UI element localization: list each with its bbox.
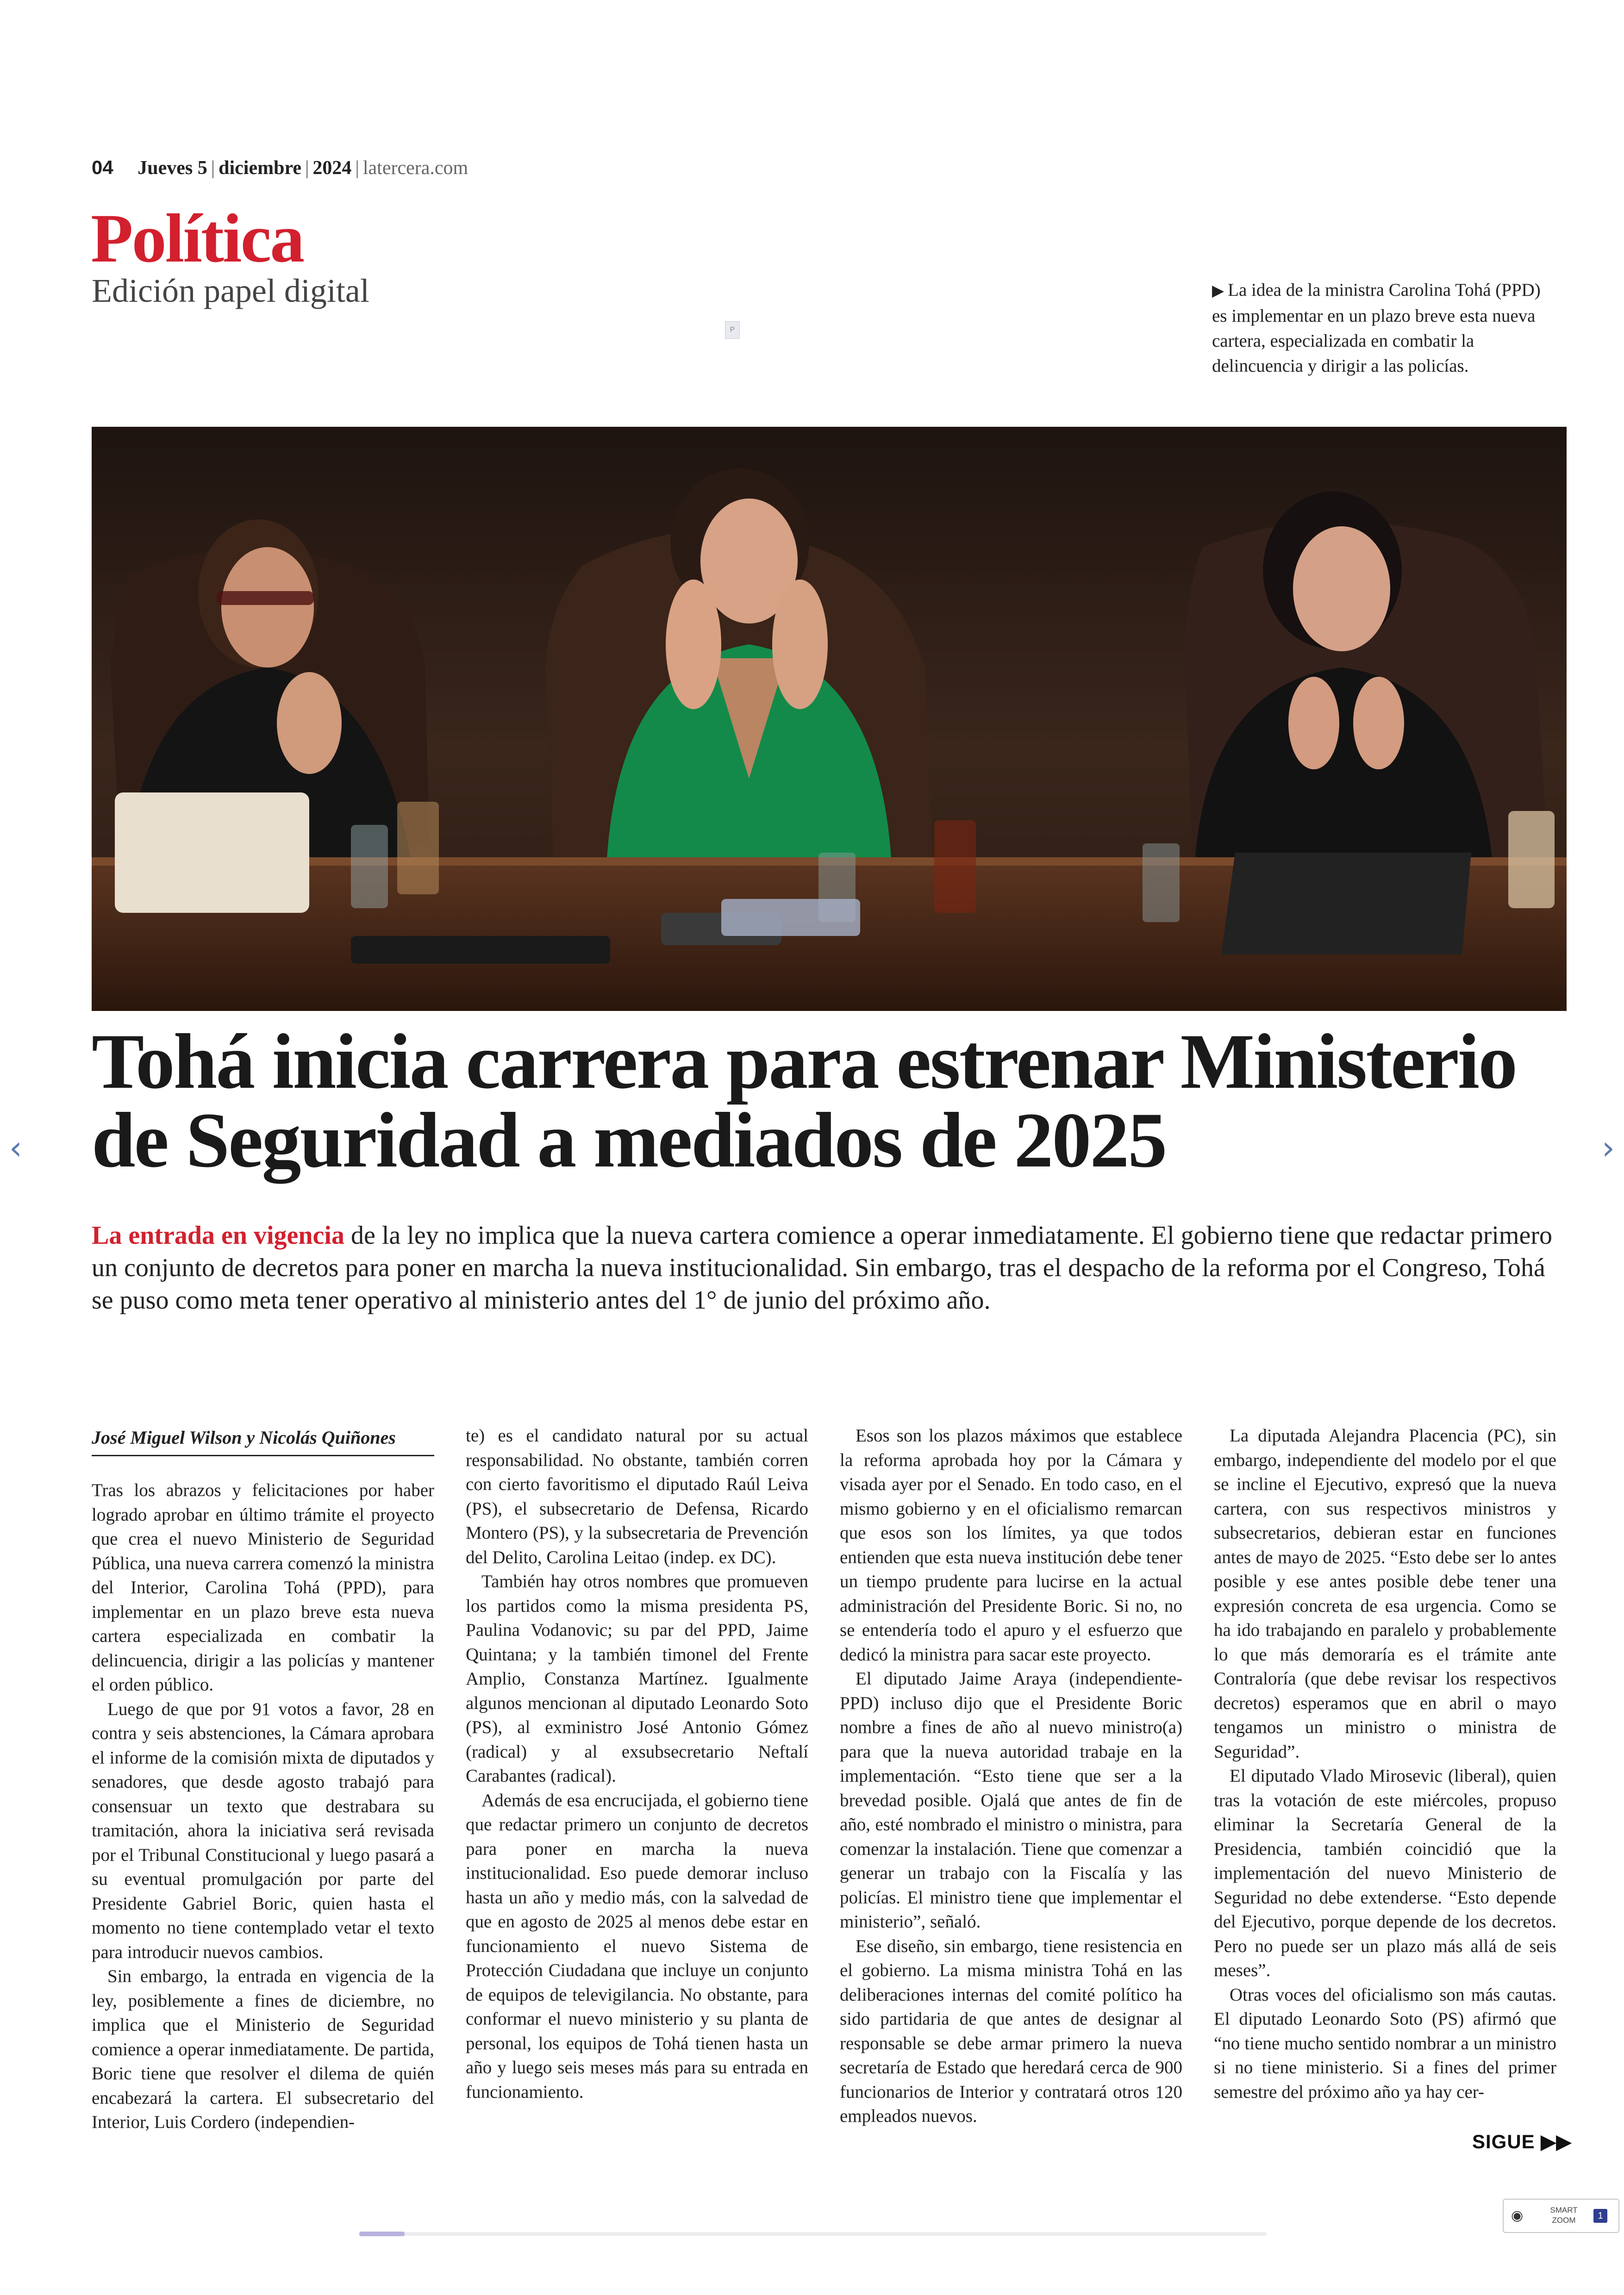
reading-progress-track[interactable] xyxy=(359,2232,1267,2236)
article-column-3 xyxy=(840,1424,1182,2129)
paragraph: Tras los abrazos y felicitaciones por haber logrado aprobar en último trámite el proyecto que crea el nuevo Ministerio de Seguridad Pública, una nueva carrera comenzó la ministra del Interior, Carolina Tohá (PPD), para implementar en un plazo breve esta nueva cartera especializada en combatir la delincuencia, dirigir a las policías y mantener el orden público. xyxy=(92,1480,434,1695)
previous-page-chevron-icon[interactable]: ‹ xyxy=(9,1129,22,1167)
headline: Tohá inicia carrera para estrenar Ministerio de Seguridad a mediados de 2025 xyxy=(92,1018,1517,1184)
reading-progress-fill xyxy=(359,2232,405,2236)
photo-caption xyxy=(1212,278,1559,379)
paragraph: Otras voces del oficialismo son más cautas. El diputado Leonardo Soto (PS) afirmó que “no tiene mucho sentido nombrar a un ministro si no tiene ministerio. Si a fines del primer semestre del próximo año ya hay cer- xyxy=(1214,1984,1556,2102)
standfirst-lead: La entrada en vigencia xyxy=(92,1221,344,1250)
paragraph: El diputado Vlado Mirosevic (liberal), quien tras la votación de este miércoles, propuso eliminar la Secretaría General de la Presidencia, también coincidió que la implementación del nuevo Ministerio de Seguridad no debe extenderse. “Esto depende del Ejecutivo, porque depende de los decretos. Pero no puede ser un plazo más allá de seis meses”. xyxy=(1214,1766,1556,1980)
standfirst xyxy=(92,1219,1573,1316)
page-number: 04 xyxy=(92,156,113,178)
date-year: 2024 xyxy=(312,157,352,179)
edition-label: Edición papel digital xyxy=(92,272,369,309)
eye-icon: ◉ xyxy=(1511,2208,1524,2223)
article-photo xyxy=(92,427,1567,1011)
page-marker-icon: P xyxy=(725,321,740,339)
article-column-4 xyxy=(1214,1424,1556,2104)
paragraph: Luego de que por 91 votos a favor, 28 en contra y seis abstenciones, la Cámara aprobara el informe de la comisión mixta de diputados y senadores, que desde agosto trabajó para consensuar un texto que destrabara su tramitación, ahora la iniciativa será revisada por el Tribunal Constitucional y luego pasará a su eventual promulgación por parte del Presidente Gabriel Boric, quien hasta el momento no tiene contemplado vetar el texto para introducir nuevos cambios. xyxy=(92,1699,434,1962)
page-badge: 1 xyxy=(1593,2209,1607,2223)
next-page-chevron-icon[interactable]: › xyxy=(1602,1129,1615,1167)
paragraph: Además de esa encrucijada, el gobierno tiene que redactar primero un conjunto de decretos para poner en marcha la nueva institucionalidad. Eso puede demorar incluso hasta un año y medio más, con la salvedad de que en agosto de 2025 al menos debe estar en funcionamiento el nuevo Sistema de Protección Ciudadana que incluye un conjunto de equipos de televigilancia. No obstante, para conformar el nuevo ministerio y su planta de personal, los equipos de Tohá tienen hasta un año y luego seis meses más para su entrada en funcionamiento. xyxy=(466,1790,808,2102)
date-month: diciembre xyxy=(219,157,301,179)
paragraph: Sin embargo, la entrada en vigencia de la ley, posiblemente a fines de diciembre, no implica que el Ministerio de Seguridad comience a operar inmediatamente. De partida, Boric tiene que resolver el dilema de quién encabezará la cartera. El subsecretario del Interior, Luis Cordero (independien- xyxy=(92,1966,434,2132)
byline: José Miguel Wilson y Nicolás Quiñones xyxy=(92,1427,434,1456)
continue-label[interactable]: SIGUE ▶▶ xyxy=(1472,2131,1572,2152)
paragraph: El diputado Jaime Araya (independiente-PPD) incluso dijo que el Presidente Boric nombre a fines de año al nuevo ministro(a) para que la nueva autoridad trabaje en la implementación. “Esto tiene que ser a la brevedad posible. Ojalá que antes de fin de año, esté nombrado el ministro o ministra, para comenzar la instalación. Tiene que comenzar a generar un trabajo con la Fiscalía y las policías. El ministro tiene que implementar el ministerio”, señaló. xyxy=(840,1669,1182,1932)
header-strip: 04 Jueves 5 | diciembre | 2024 | latercera.com xyxy=(92,156,468,179)
caption-text: La idea de la ministra Carolina Tohá (PPD) es implementar en un plazo breve esta nueva cartera, especializada en combatir la delincuencia y dirigir a las policías. xyxy=(1212,280,1541,376)
smart-zoom-button[interactable] xyxy=(1503,2199,1619,2233)
paragraph: Ese diseño, sin embargo, tiene resistencia en el gobierno. La misma ministra Tohá en las deliberaciones internas del comité político ha sido partidaria de que antes de designar al responsable se debe armar primero la nueva secretaría de Estado que heredará cerca de 900 funcionarios de Interior y contratará otros 120 empleados nuevos. xyxy=(840,1936,1182,2126)
caption-marker-icon: ▶ xyxy=(1212,282,1224,299)
paragraph: También hay otros nombres que promueven los partidos como la misma presidenta PS, Paulina Vodanovic; su par del PPD, Jaime Quintana; y la también timonel del Frente Amplio, Constanza Martínez. Igualmente algunos mencionan al diputado Leonardo Soto (PS), al exministro José Antonio Gómez (radical) y al exsubsecretario Neftalí Carabantes (radical). xyxy=(466,1572,808,1786)
section-title: Política xyxy=(91,200,304,277)
paragraph: te) es el candidato natural por su actual responsabilidad. No obstante, también corren con cierto favoritismo el diputado Raúl Leiva (PS), el subsecretario de Defensa, Ricardo Montero (PS), y la subsecretaria de Prevención del Delito, Carolina Leitao (indep. ex DC). xyxy=(466,1426,808,1567)
date-day: Jueves 5 xyxy=(137,157,207,179)
photo-illustration xyxy=(92,427,1567,1011)
article-column-1 xyxy=(92,1478,434,2135)
paragraph: Esos son los plazos máximos que establece la reforma aprobada hoy por la Cámara y visada ayer por el Senado. En todo caso, en el mismo gobierno y en el oficialismo remarcan que esos son los límites, ya que todos entienden que esta nueva institución debe tener un tiempo prudente para lucirse en la actual administración del Presidente Boric. Si no, no se entendería todo el apuro y el esfuerzo que dedicó la ministra para sacar este proyecto. xyxy=(840,1426,1182,1665)
smart-zoom-label: SMART ZOOM xyxy=(1550,2206,1578,2225)
paragraph: La diputada Alejandra Placencia (PC), sin embargo, independiente del modelo por el que se incline el Ejecutivo, expresó que la nueva cartera, con sus respectivos ministros y subsecretarios, debieran estar en funciones antes de mayo de 2025. “Esto debe ser lo antes posible y ese antes posible debe tener una expresión concreta de esa urgencia. Como se ha ido trabajando en paralelo y probablemente lo que más demoraría es el trámite ante Contraloría (que debe revisar los respectivos decretos) esperamos que en abril o mayo tengamos un ministro o ministra de Seguridad”. xyxy=(1214,1426,1556,1762)
site-name: latercera.com xyxy=(362,157,468,179)
article-column-2 xyxy=(466,1424,808,2104)
standfirst-text: de la ley no implica que la nueva cartera comience a operar inmediatamente. El gobierno tiene que redactar primero un conjunto de decretos para poner en marcha la nueva institucionalidad. Sin embargo, tras el despacho de la reforma por el Congreso, Tohá se puso como meta tener operativo al ministerio antes del 1° de junio del próximo año. xyxy=(92,1221,1552,1315)
